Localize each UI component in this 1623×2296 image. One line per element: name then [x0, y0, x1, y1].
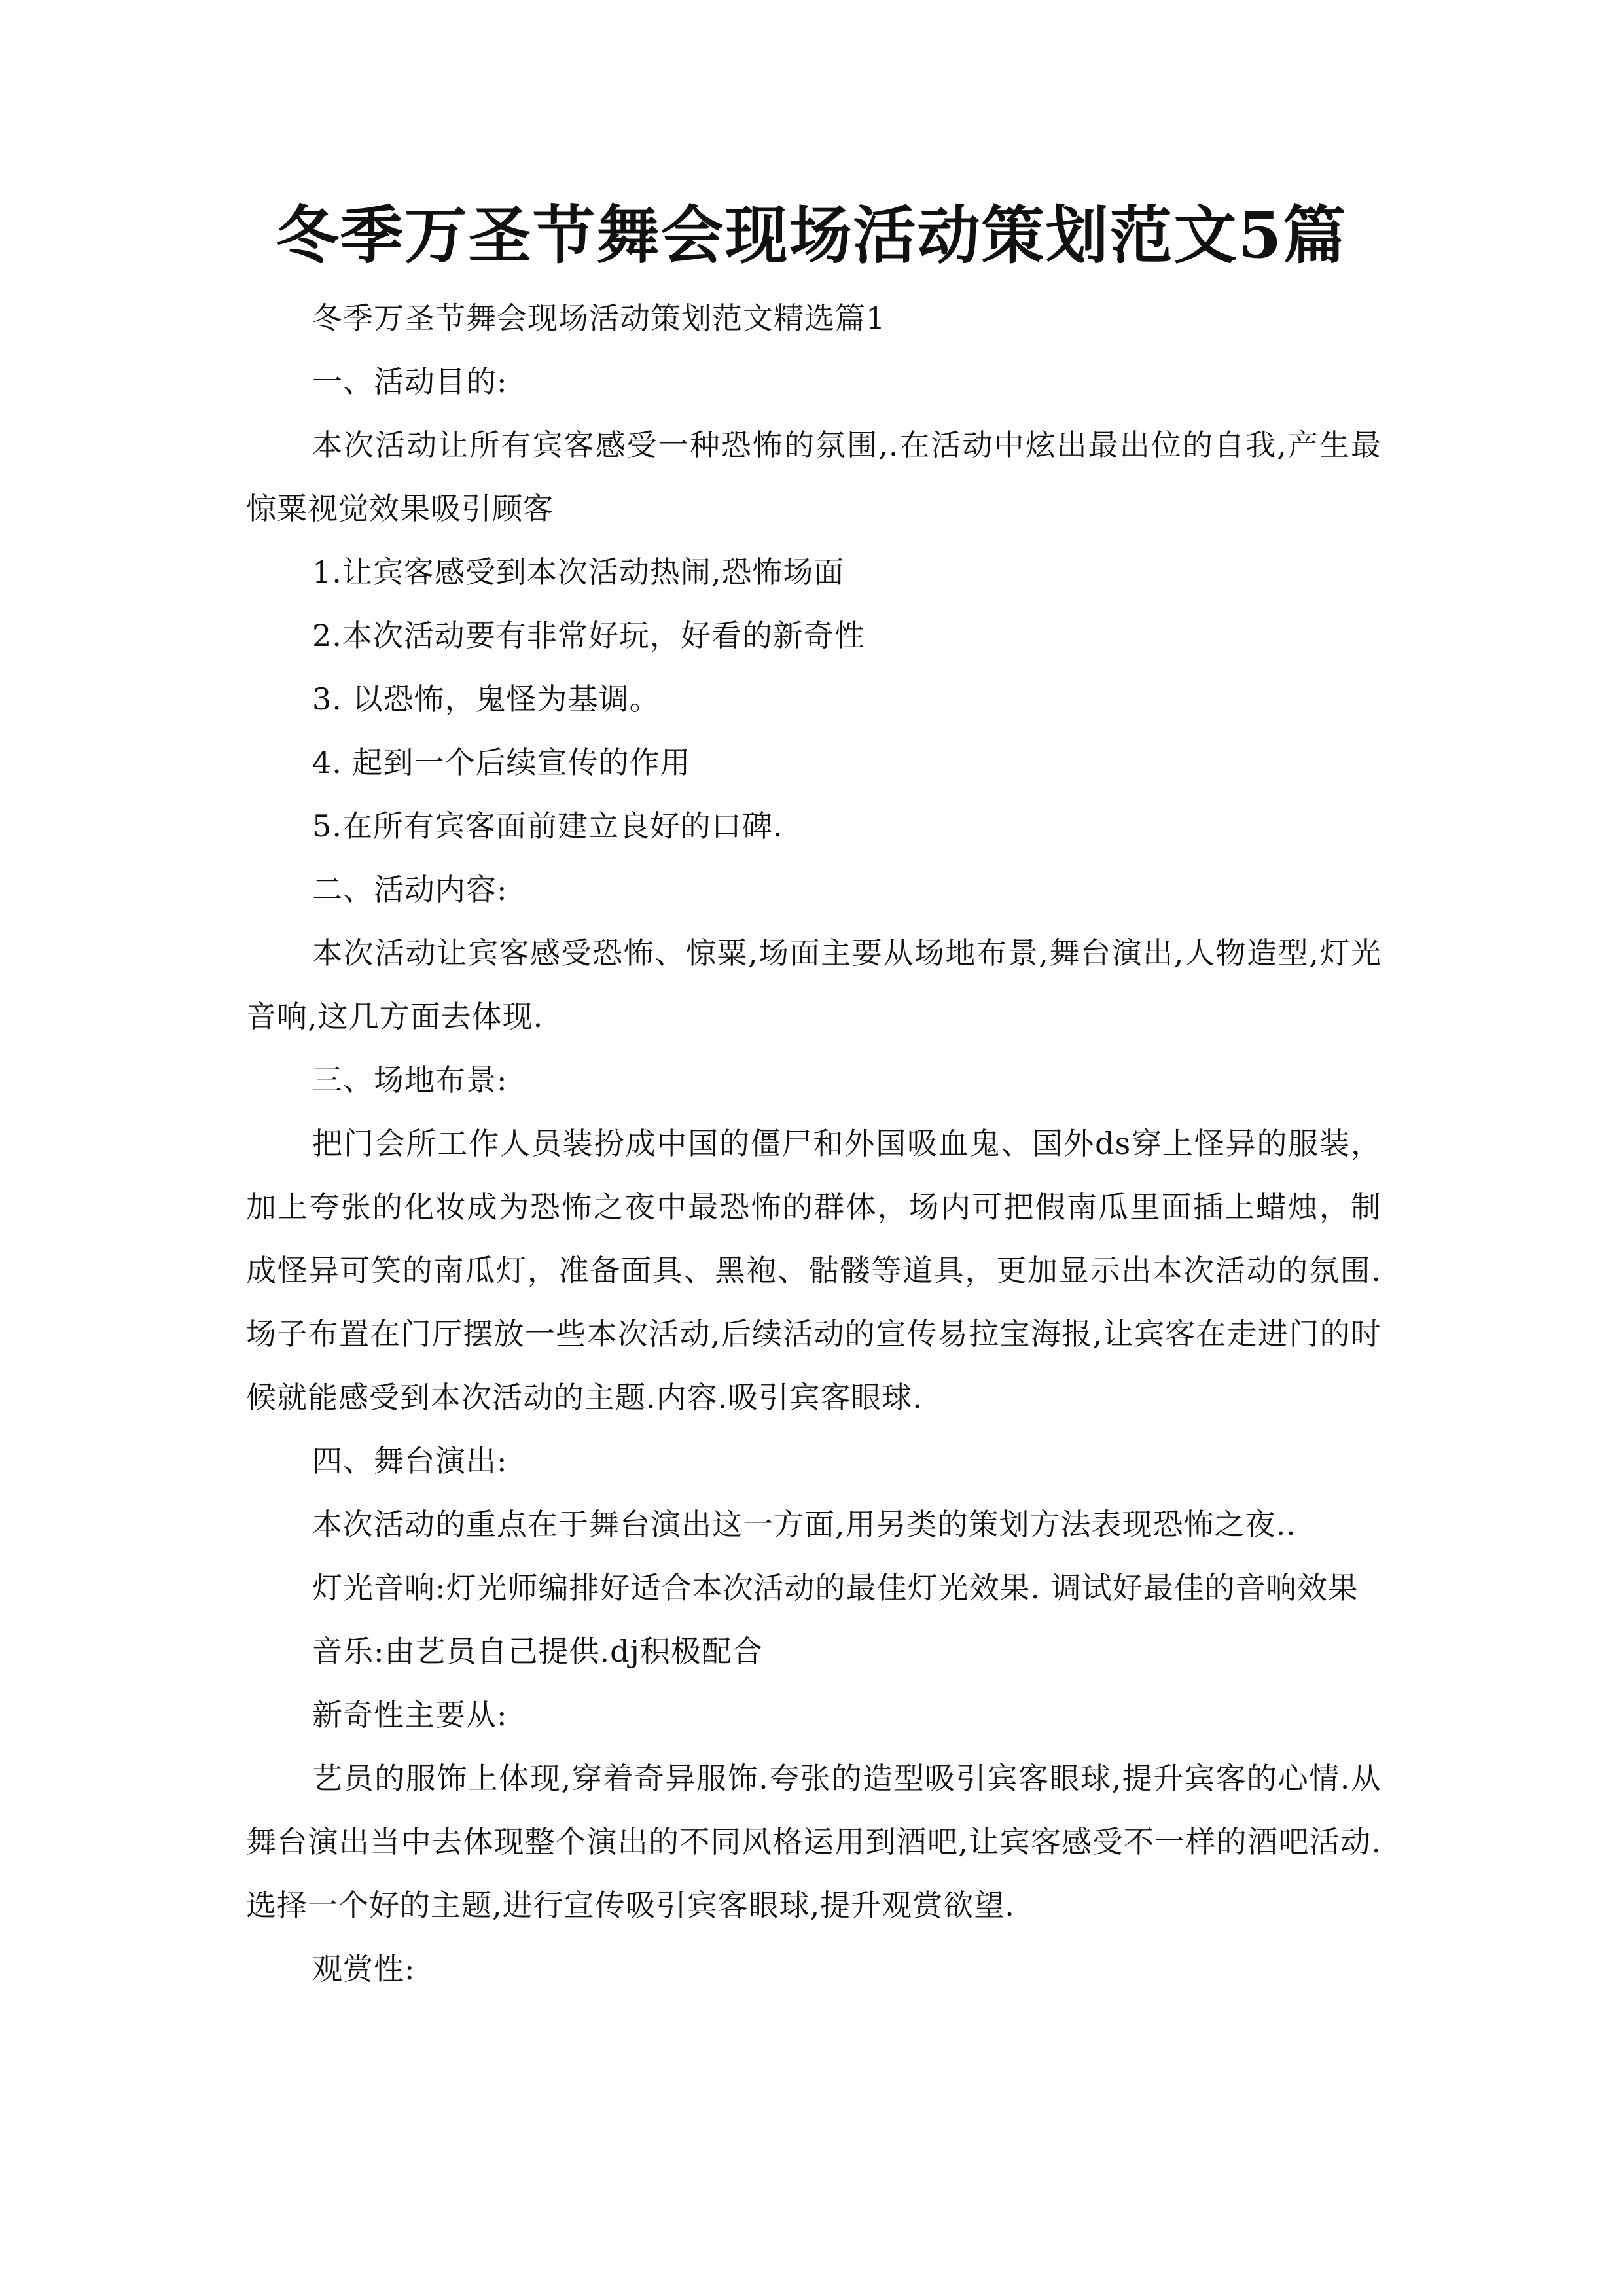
document-title: 冬季万圣节舞会现场活动策划范文5篇 — [276, 198, 1347, 272]
document-body — [246, 287, 1382, 2001]
list-item: 1.让宾客感受到本次活动热闹,恐怖场面 — [312, 554, 845, 590]
paragraph-heading-purpose: 一、活动目的: — [312, 364, 508, 399]
list-item: 4. 起到一个后续宣传的作用 — [312, 745, 691, 780]
paragraph-heading-venue: 三、场地布景: — [312, 1062, 508, 1098]
paragraph: 本次活动让所有宾客感受一种恐怖的氛围,.在活动中炫出最出位的自我,产生最惊粟视觉效果吸引顾客 — [246, 427, 1382, 526]
paragraph-heading-stage: 四、舞台演出: — [312, 1443, 508, 1479]
paragraph-section-heading: 冬季万圣节舞会现场活动策划范文精选篇1 — [312, 300, 886, 336]
paragraph: 新奇性主要从: — [312, 1697, 508, 1732]
paragraph: 音乐:由艺员自己提供.dj积极配合 — [312, 1634, 763, 1669]
list-item: 2.本次活动要有非常好玩，好看的新奇性 — [312, 618, 865, 653]
paragraph: 本次活动让宾客感受恐怖、惊粟,场面主要从场地布景,舞台演出,人物造型,灯光音响,这几方面去体现. — [246, 935, 1382, 1034]
list-item: 5.在所有宾客面前建立良好的口碑. — [312, 808, 783, 844]
list-item: 3. 以恐怖，鬼怪为基调。 — [312, 681, 660, 717]
paragraph: 灯光音响:灯光师编排好适合本次活动的最佳灯光效果. 调试好最佳的音响效果 — [312, 1570, 1359, 1605]
paragraph: 艺员的服饰上体现,穿着奇异服饰.夸张的造型吸引宾客眼球,提升宾客的心情.从舞台演出当中去体现整个演出的不同风格运用到酒吧,让宾客感受不一样的酒吧活动.选择一个好的主题,进行宣传吸引宾客眼球,提升观赏欲望. — [246, 1761, 1382, 1923]
paragraph: 本次活动的重点在于舞台演出这一方面,用另类的策划方法表现恐怖之夜.. — [312, 1507, 1296, 1542]
paragraph: 观赏性: — [312, 1951, 416, 1986]
paragraph: 把门会所工作人员装扮成中国的僵尸和外国吸血鬼、国外ds穿上怪异的服装，加上夸张的化妆成为恐怖之夜中最恐怖的群体，场内可把假南瓜里面插上蜡烛，制成怪异可笑的南瓜灯，准备面具、黑袍、骷髅等道具，更加显示出本次活动的氛围.场子布置在门厅摆放一些本次活动,后续活动的宣传易拉宝海报,让宾客在走进门的时候就能感受到本次活动的主题.内容.吸引宾客眼球. — [246, 1126, 1382, 1415]
paragraph-heading-content: 二、活动内容: — [312, 872, 508, 907]
